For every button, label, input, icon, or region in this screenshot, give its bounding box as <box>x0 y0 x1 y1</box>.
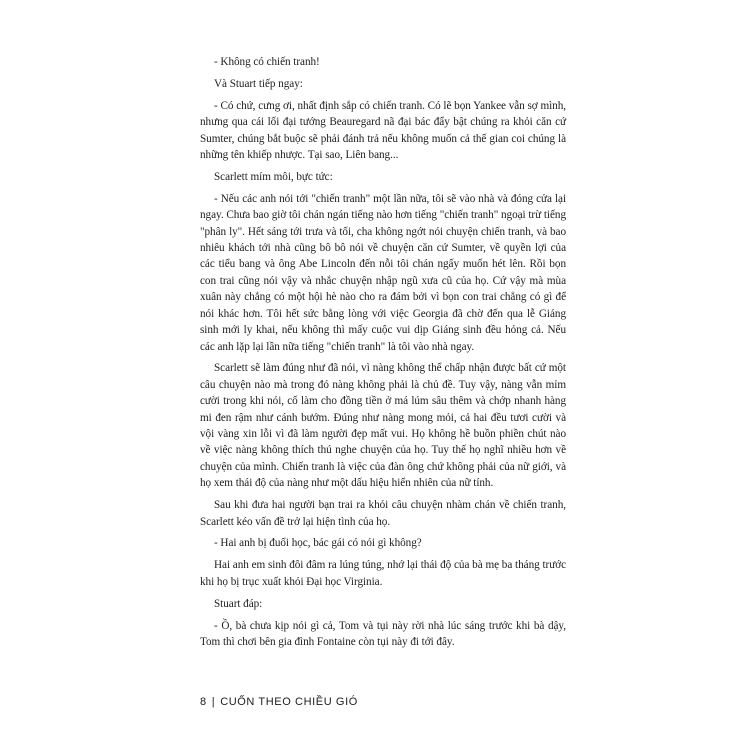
footer-separator: | <box>211 696 216 708</box>
paragraph-5: - Nếu các anh nói tới "chiến tranh" một lần nữa, tôi sẽ vào nhà và đóng cửa lại ngay. Chưa bao giờ tôi chán ngán tiếng nào hơn tiếng "chiến tranh" ngoại trừ tiếng "phân ly". Hết sáng tới trưa và tối, cha không ngớt nói chuyện chiến tranh, và bao nhiêu khách tới nhà cũng bô bô nói về chuyện căn cứ Sumter, về quyền lợi của các tiểu bang và ông Abe Lincoln đến nỗi tôi chán ngấy muốn hét lên. Rồi bọn con trai cũng nói vậy và nhắc chuyện nhập ngũ xưa cũ của họ. Cứ vậy mà mùa xuân này chẳng có một hội hè nào cho ra đám bởi vì bọn con trai chẳng có gì để nói khác hơn. Tôi hết sức bằng lòng với việc Georgia đã chờ đến qua lễ Giáng sinh mới ly khai, nếu không thì mấy cuộc vui dịp Giáng sinh đều hỏng cả. Nếu các anh lặp lại lần nữa tiếng "chiến tranh" là tôi vào nhà ngay. <box>200 192 566 353</box>
page-footer <box>200 696 358 708</box>
paragraph-10: Stuart đáp: <box>214 597 263 610</box>
paragraph-1: - Không có chiến tranh! <box>214 56 320 68</box>
paragraph-7: Sau khi đưa hai người bạn trai ra khỏi câu chuyện nhàm chán về chiến tranh, Scarlett kéo vấn đề trở lại hiện tình của họ. <box>200 499 566 528</box>
paragraph-3: - Có chứ, cưng ơi, nhất định sắp có chiến tranh. Có lẽ bọn Yankee vẫn sợ mình, nhưng qua cái lối đại tướng Beauregard nã đại bác đẩy bật chúng ra khỏi căn cứ Sumter, chúng bắt buộc sẽ phải đánh trả nếu không muốn cả thế gian coi chúng là những tên khiếp nhược. Tại sao, Liên bang... <box>200 99 566 162</box>
book-title: CUỐN THEO CHIỀU GIÓ <box>220 696 358 708</box>
paragraph-8: - Hai anh bị đuổi học, bác gái có nói gì không? <box>214 537 422 550</box>
paragraph-6: Scarlett sẽ làm đúng như đã nói, vì nàng không thể chấp nhận được bất cứ một câu chuyện nào mà trong đó nàng không phải là chủ đề. Tuy vậy, nàng vẫn mỉm cười trong khi nói, cố làm cho đồng tiền ở má lúm sâu thêm và chớp nhanh hàng mi đen rậm như cánh bướm. Đúng như nàng mong mỏi, cả hai đều tươi cười và vội vàng xin lỗi vì đã làm người đẹp mất vui. Họ không hề buồn phiền chút nào về việc nàng không thích thú nghe chuyện của họ. Tuy thế họ nghĩ nhiều hơn về chuyện của mình. Chiến tranh là việc của đàn ông chứ không phải của nữ giới, và họ xem thái độ của nàng như một dấu hiệu hiển nhiên của nữ tính. <box>200 362 566 490</box>
page-number: 8 <box>200 696 207 708</box>
paragraph-2: Và Stuart tiếp ngay: <box>214 77 303 90</box>
paragraph-9: Hai anh em sinh đôi đâm ra lúng túng, nhớ lại thái độ của bà mẹ ba tháng trước khi họ bị trục xuất khỏi Đại học Virginia. <box>200 559 566 588</box>
paragraph-4: Scarlett mím môi, bực tức: <box>214 170 333 183</box>
paragraph-11: - Ồ, bà chưa kịp nói gì cả, Tom và tụi này rời nhà lúc sáng trước khi bà dậy, Tom thì chơi bên gia đình Fontaine còn tụi này đi tới đây. <box>200 619 566 648</box>
body-text <box>200 54 566 656</box>
